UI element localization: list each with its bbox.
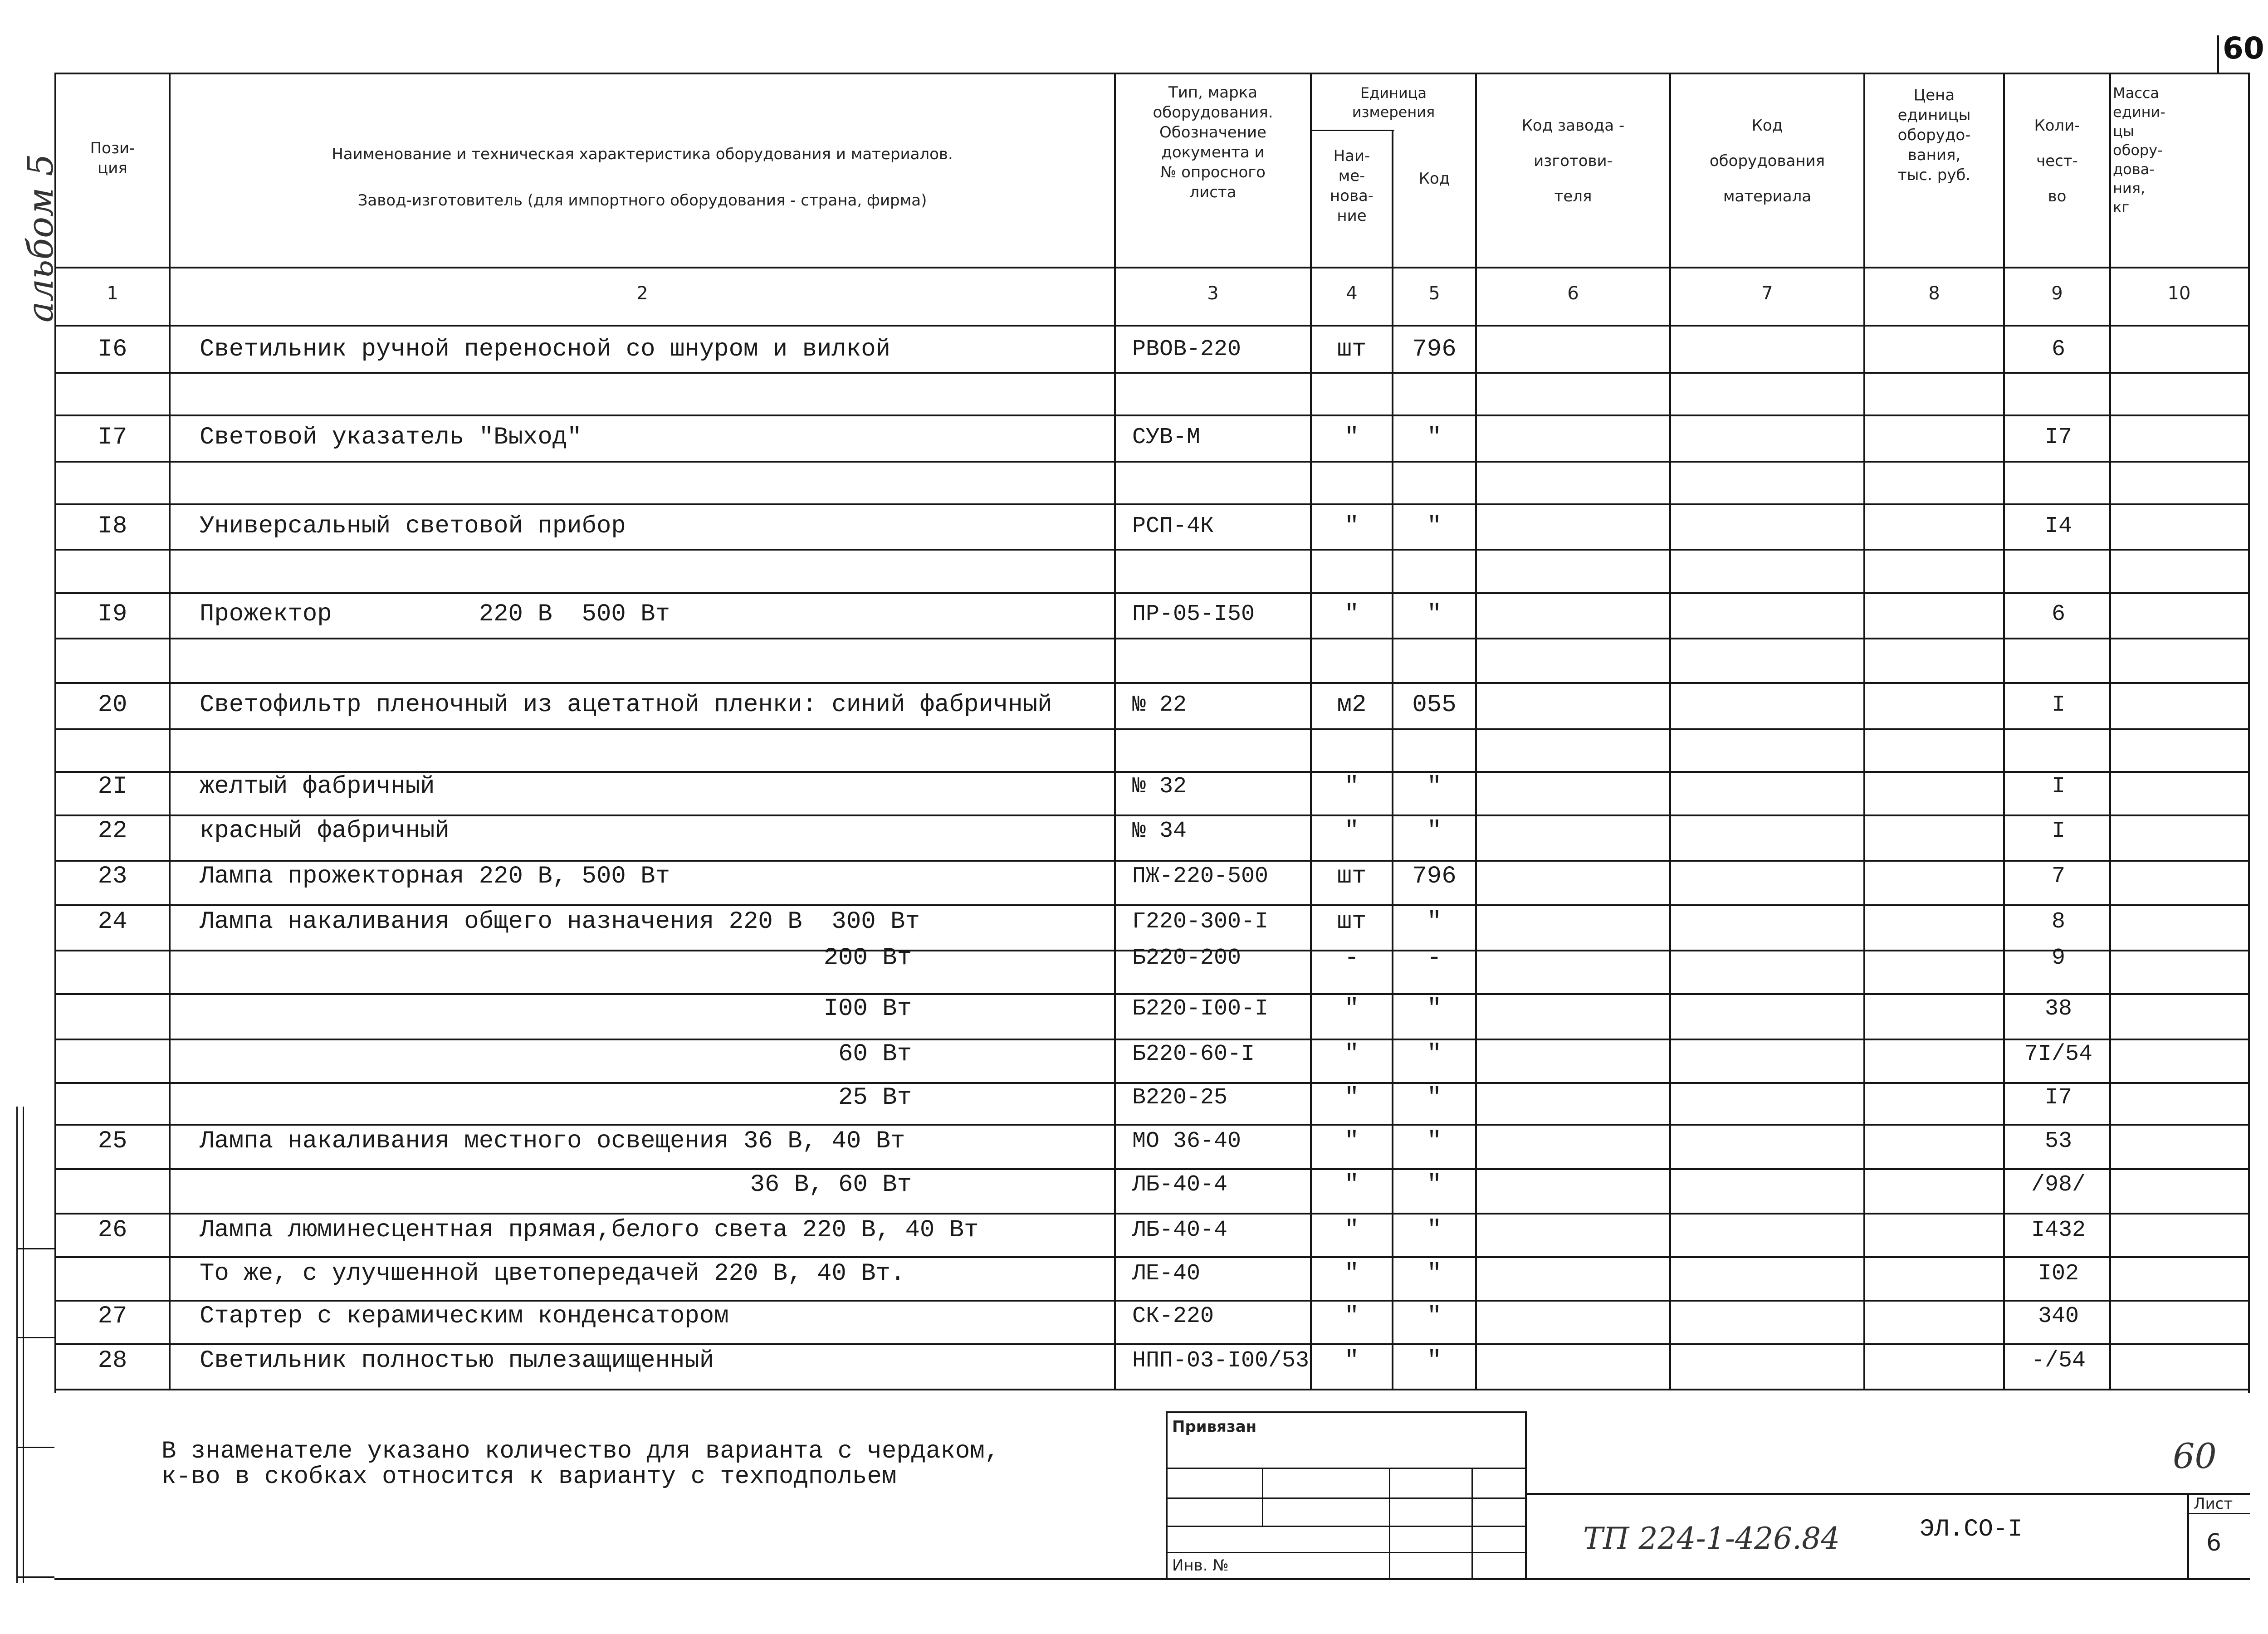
- row-name: То же, с улучшенной цветопередачей 220 В, 40 Вт.: [200, 1260, 905, 1288]
- row-unit: ": [1344, 1260, 1359, 1288]
- row-position: I6: [98, 336, 127, 363]
- header-position: Пози- ция: [90, 139, 135, 177]
- row-quantity: 38: [2044, 996, 2072, 1022]
- row-unit-code: ": [1427, 1171, 1442, 1199]
- header-name-line1: Наименование и техническая характеристика оборудования и материалов.: [332, 145, 953, 163]
- sheet-number-top: 60: [2223, 31, 2264, 66]
- row-position: 22: [98, 817, 127, 845]
- row-type: РСП-4К: [1132, 513, 1214, 539]
- row-unit-code: ": [1427, 424, 1442, 451]
- column-number: 9: [2051, 283, 2063, 304]
- row-quantity: 340: [2038, 1303, 2079, 1329]
- row-name: Светильник полностью пылезащищенный: [200, 1347, 714, 1375]
- handwritten-page-number: 60: [2173, 1436, 2217, 1476]
- header-unit-name: Наи- ме- нова- ние: [1330, 147, 1374, 225]
- row-position: 23: [98, 863, 127, 890]
- row-unit: шт: [1337, 908, 1367, 936]
- header-factory-code: Код завода - изготови- теля: [1521, 117, 1625, 205]
- footnote-line2: к-во в скобках относится к варианту с техподпольем: [161, 1463, 897, 1491]
- column-number: 6: [1567, 283, 1579, 304]
- row-unit: -: [1344, 944, 1359, 972]
- row-name: Световой указатель "Выход": [200, 424, 582, 451]
- column-number: 5: [1428, 283, 1440, 304]
- row-type: № 32: [1132, 774, 1187, 800]
- row-quantity: /98/: [2031, 1172, 2086, 1198]
- row-name: 60 Вт: [838, 1040, 912, 1068]
- sheet-code: ЭЛ.СО-I: [1920, 1516, 2023, 1543]
- row-position: 24: [98, 908, 127, 936]
- row-position: 26: [98, 1216, 127, 1244]
- column-number: 7: [1761, 283, 1773, 304]
- row-name: Универсальный световой прибор: [200, 512, 626, 540]
- row-unit-code: ": [1427, 512, 1442, 540]
- row-quantity: I: [2051, 774, 2065, 800]
- header-unit-code: Код: [1418, 170, 1450, 188]
- row-type: Г220-300-I: [1132, 909, 1269, 935]
- row-unit-code: ": [1427, 773, 1442, 800]
- row-unit-code: ": [1427, 817, 1442, 845]
- header-equipment-code: Код оборудования материала: [1709, 117, 1825, 205]
- sheet-label: Лист: [2194, 1495, 2233, 1513]
- row-unit-code: ": [1427, 1347, 1442, 1375]
- row-type: ЛЕ-40: [1132, 1261, 1201, 1287]
- row-unit: ": [1344, 1171, 1359, 1199]
- row-type: № 22: [1132, 692, 1187, 718]
- row-quantity: 8: [2051, 909, 2065, 935]
- header-unit-group: Единица измерения: [1352, 84, 1435, 121]
- row-type: Б220-200: [1132, 945, 1242, 971]
- column-number: 10: [2167, 283, 2191, 304]
- row-unit-code: ": [1427, 1216, 1442, 1244]
- row-unit: ": [1344, 512, 1359, 540]
- row-unit-code: ": [1427, 1302, 1442, 1330]
- row-type: МО 36-40: [1132, 1128, 1242, 1154]
- row-type: НПП-03-I00/53: [1132, 1348, 1310, 1374]
- row-position: I8: [98, 512, 127, 540]
- column-number: 8: [1928, 283, 1940, 304]
- row-position: I9: [98, 600, 127, 628]
- row-type: ЛБ-40-4: [1132, 1172, 1228, 1198]
- row-name: Лампа люминесцентная прямая,белого света 220 В, 40 Вт: [200, 1216, 979, 1244]
- row-name: желтый фабричный: [200, 773, 435, 800]
- column-number: 4: [1346, 283, 1358, 304]
- row-unit: ": [1344, 1216, 1359, 1244]
- row-unit: ": [1344, 995, 1359, 1023]
- header-quantity: Коли- чест- во: [2034, 117, 2080, 205]
- row-name: 36 В, 60 Вт: [750, 1171, 912, 1199]
- row-unit: м2: [1337, 691, 1367, 719]
- row-quantity: I: [2051, 692, 2065, 718]
- row-unit: шт: [1337, 863, 1367, 890]
- row-quantity: 6: [2051, 601, 2065, 627]
- row-quantity: I4: [2044, 513, 2072, 539]
- column-number: 2: [636, 283, 648, 304]
- stamp-privyazan: Привязан: [1172, 1418, 1257, 1436]
- row-unit: ": [1344, 1127, 1359, 1155]
- footnote-line1: В знаменателе указано количество для варианта с чердаком,: [161, 1438, 1000, 1465]
- row-unit-code: ": [1427, 1084, 1442, 1112]
- row-name: Светильник ручной переносной со шнуром и вилкой: [200, 336, 891, 363]
- row-quantity: I02: [2038, 1261, 2079, 1287]
- row-type: СК-220: [1132, 1303, 1214, 1329]
- row-unit-code: ": [1427, 1127, 1442, 1155]
- row-name: красный фабричный: [200, 817, 450, 845]
- column-number: 3: [1207, 283, 1219, 304]
- sheet-number: 6: [2206, 1529, 2222, 1556]
- row-position: I7: [98, 424, 127, 451]
- row-unit: ": [1344, 1040, 1359, 1068]
- row-type: РВОВ-220: [1132, 337, 1242, 362]
- row-quantity: -/54: [2031, 1348, 2086, 1374]
- row-name: Стартер с керамическим конденсатором: [200, 1302, 729, 1330]
- header-unit-mass: Масса едини- цы обору- дова- ния, кг: [2113, 84, 2165, 216]
- row-name: Прожектор 220 В 500 Вт: [200, 600, 670, 628]
- row-unit: ": [1344, 773, 1359, 800]
- header-type: Тип, марка оборудования. Обозначение документа и № опросного листа: [1153, 83, 1273, 201]
- row-name: Лампа накаливания местного освещения 36 В, 40 Вт: [200, 1127, 905, 1155]
- row-name: Лампа накаливания общего назначения 220 В 300 Вт: [200, 908, 920, 936]
- document-code: ТП 224-1-426.84: [1583, 1521, 1840, 1556]
- row-quantity: 7I/54: [2024, 1041, 2093, 1067]
- row-type: СУВ-М: [1132, 424, 1201, 450]
- row-name: I00 Вт: [823, 995, 912, 1023]
- row-unit: ": [1344, 600, 1359, 628]
- row-type: ПЖ-220-500: [1132, 863, 1269, 889]
- row-unit: ": [1344, 1347, 1359, 1375]
- row-quantity: 9: [2051, 945, 2065, 971]
- column-number: 1: [107, 283, 118, 304]
- row-quantity: I: [2051, 818, 2065, 844]
- row-name: 200 Вт: [823, 944, 912, 972]
- row-quantity: 53: [2044, 1128, 2072, 1154]
- row-unit: ": [1344, 1302, 1359, 1330]
- row-unit-code: 796: [1412, 336, 1457, 363]
- row-position: 28: [98, 1347, 127, 1375]
- row-type: В220-25: [1132, 1085, 1228, 1111]
- row-unit: ": [1344, 1084, 1359, 1112]
- row-type: ПР-05-I50: [1132, 601, 1255, 627]
- row-unit: ": [1344, 817, 1359, 845]
- row-position: 20: [98, 691, 127, 719]
- row-unit-code: ": [1427, 600, 1442, 628]
- row-position: 27: [98, 1302, 127, 1330]
- row-type: Б220-I00-I: [1132, 996, 1269, 1022]
- row-type: № 34: [1132, 818, 1187, 844]
- row-quantity: 6: [2051, 337, 2065, 362]
- row-unit-code: ": [1427, 995, 1442, 1023]
- row-unit-code: ": [1427, 908, 1442, 936]
- row-type: ЛБ-40-4: [1132, 1217, 1228, 1243]
- row-unit-code: -: [1427, 944, 1442, 972]
- row-quantity: 7: [2051, 863, 2065, 889]
- row-position: 2I: [98, 773, 127, 800]
- row-unit-code: 796: [1412, 863, 1457, 890]
- row-name: Светофильтр пленочный из ацетатной пленки: синий фабричный: [200, 691, 1052, 719]
- row-name: Лампа прожекторная 220 В, 500 Вт: [200, 863, 670, 890]
- row-unit-code: 055: [1412, 691, 1457, 719]
- header-name-line2: Завод-изготовитель (для импортного оборудования - страна, фирма): [357, 191, 927, 210]
- row-unit: ": [1344, 424, 1359, 451]
- row-quantity: I7: [2044, 424, 2072, 450]
- album-label: альбом 5: [20, 153, 61, 323]
- row-unit: шт: [1337, 336, 1367, 363]
- row-quantity: I432: [2031, 1217, 2086, 1243]
- row-unit-code: ": [1427, 1040, 1442, 1068]
- row-quantity: I7: [2044, 1085, 2072, 1111]
- row-type: Б220-60-I: [1132, 1041, 1255, 1067]
- row-name: 25 Вт: [838, 1084, 912, 1112]
- stamp-inventory-number: Инв. №: [1172, 1556, 1229, 1575]
- row-unit-code: ": [1427, 1260, 1442, 1288]
- header-unit-price: Цена единицы оборудо- вания, тыс. руб.: [1897, 86, 1971, 184]
- row-position: 25: [98, 1127, 127, 1155]
